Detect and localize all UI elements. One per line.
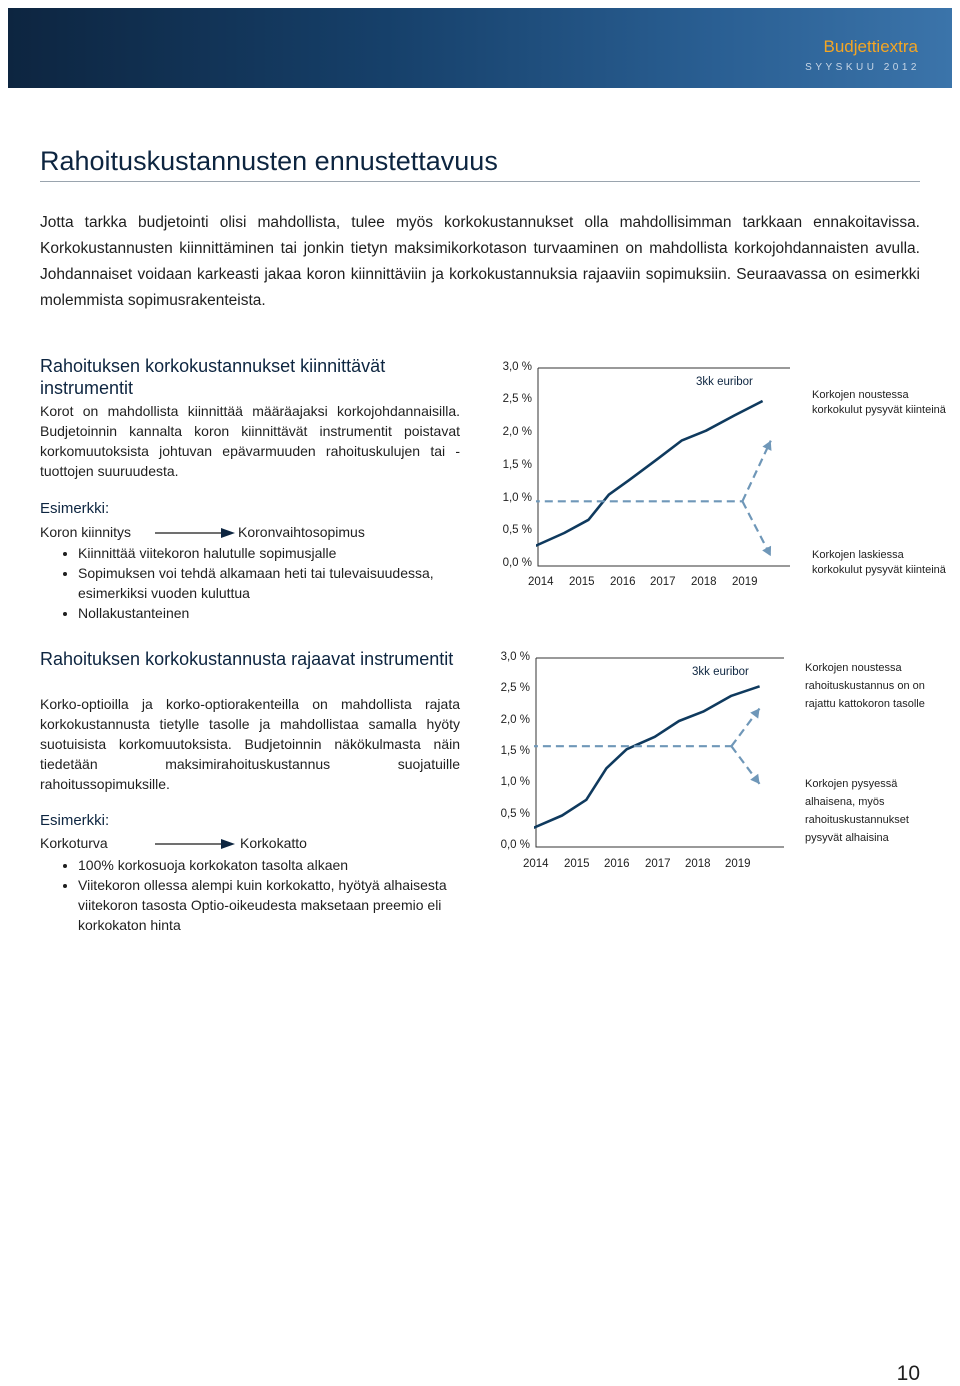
section2-to: Korkokatto bbox=[240, 835, 307, 851]
list-item: • Sopimuksen voi tehdä alkamaan heti tai tulevaisuudessa, esimerkiksi vuoden kuluttua bbox=[78, 563, 460, 603]
arrow-right-icon bbox=[155, 526, 235, 540]
chart1-annotation-down: Korkojen laskiessa korkokulut pysyvät kiinteinä bbox=[812, 549, 946, 576]
page-title: Rahoituskustannusten ennustettavuus bbox=[40, 146, 498, 176]
header-banner bbox=[8, 8, 952, 88]
x-tick-label: 2019 bbox=[732, 576, 758, 588]
section1-heading: Rahoituksen korkokustannukset kiinnittävät instrumentit bbox=[40, 356, 386, 398]
y-tick-label: 1,5 % bbox=[502, 459, 532, 471]
x-tick-label: 2014 bbox=[523, 858, 549, 870]
chart2-annotation-low: Korkojen pysyessä alhaisena, myös rahoituskustannukset pysyvät alhaisina bbox=[805, 778, 909, 844]
y-tick-label: 3,0 % bbox=[500, 651, 530, 663]
y-tick-label: 0,0 % bbox=[502, 557, 532, 569]
series-line-3 bbox=[742, 501, 770, 556]
x-tick-label: 2015 bbox=[569, 576, 595, 588]
x-tick-label: 2016 bbox=[604, 858, 630, 870]
intro-paragraph: Jotta tarkka budjetointi olisi mahdollista, tulee myös korkokustannukset olla mahdollisimman tarkkaan ennakoitavissa. Korkokustannusten kiinnittäminen tai jonkin tietyn maksimikorkotason turvaaminen on mahdollista korkojohdannaisten avulla. Johdannaiset voidaan karkeasti jakaa koron kiinnittäviin ja korkokustannuksia rajaaviin sopimuksiin. Seuraavassa on esimerkki molemmista sopimusrakenteista. bbox=[40, 214, 920, 309]
x-tick-label: 2019 bbox=[725, 858, 751, 870]
section2-body: Korko-optioilla ja korko-optiorakenteilla on mahdollista rajata korkokustannusta tietylle tasolle ja mahdollistaa samalla hyöty suotuisista korkomuutoksista. Budjetoinnin näkökulmasta näin tiedetään maksimirahoituskustannus suojatuille rahoitussopimuksille. bbox=[40, 696, 460, 792]
section1-to: Koronvaihtosopimus bbox=[238, 524, 365, 540]
x-tick-label: 2017 bbox=[645, 858, 671, 870]
y-tick-label: 1,0 % bbox=[502, 492, 532, 504]
x-tick-label: 2016 bbox=[610, 576, 636, 588]
section2-bullet-list bbox=[40, 855, 460, 935]
y-tick-label: 1,5 % bbox=[500, 745, 530, 757]
y-tick-label: 2,5 % bbox=[500, 682, 530, 694]
list-item: • 100% korkosuoja korkokaton tasolta alkaen bbox=[78, 855, 460, 875]
section2-heading: Rahoituksen korkokustannusta rajaavat instrumentit bbox=[40, 649, 454, 669]
title-divider bbox=[40, 181, 920, 182]
section1-bullet-list bbox=[40, 543, 460, 623]
x-tick-label: 2018 bbox=[691, 576, 717, 588]
arrow-right-icon bbox=[155, 837, 235, 851]
x-tick-label: 2017 bbox=[650, 576, 676, 588]
y-tick-label: 2,0 % bbox=[500, 714, 530, 726]
y-tick-label: 0,0 % bbox=[500, 839, 530, 851]
y-tick-label: 2,5 % bbox=[502, 393, 532, 405]
chart2-annotation-up: Korkojen noustessa rahoituskustannus on on rajattu kattokoron tasolle bbox=[805, 662, 925, 710]
series-label: 3kk euribor bbox=[692, 666, 749, 678]
series-line-2 bbox=[742, 441, 770, 502]
y-tick-label: 0,5 % bbox=[500, 808, 530, 820]
y-tick-label: 3,0 % bbox=[502, 361, 532, 373]
section1-body: Korot on mahdollista kiinnittää määräajaksi korkojohdannaisilla. Budjetoinnin kannalta koron kiinnittävät instrumentit poistavat korkomuutoksista johtuvan epävarmuuden rahoituskulujen tai -tuottojen suuruudesta. bbox=[40, 403, 460, 479]
chart-axes bbox=[538, 368, 790, 566]
series-line-0 bbox=[534, 686, 760, 829]
arrowhead-icon bbox=[750, 708, 759, 718]
arrowhead-icon bbox=[750, 774, 759, 784]
list-item: • Viitekoron ollessa alempi kuin korkokatto, hyötyä alhaisesta viitekoron tasosta Optio-oikeudesta maksetaan preemio eli korkokaton hinta bbox=[78, 875, 460, 935]
y-tick-label: 1,0 % bbox=[500, 776, 530, 788]
chart-rate-cap bbox=[534, 650, 798, 867]
x-tick-label: 2014 bbox=[528, 576, 554, 588]
brand-label: Budjettiextra bbox=[823, 37, 918, 56]
y-tick-label: 0,5 % bbox=[502, 524, 532, 536]
issue-date: SYYSKUU 2012 bbox=[805, 62, 920, 73]
page-number: 10 bbox=[896, 1362, 920, 1385]
series-line-0 bbox=[536, 401, 763, 548]
chart-fixed-rate bbox=[536, 360, 800, 585]
list-item: • Nollakustanteinen bbox=[78, 603, 460, 623]
chart-axes bbox=[536, 658, 784, 847]
x-tick-label: 2018 bbox=[685, 858, 711, 870]
x-tick-label: 2015 bbox=[564, 858, 590, 870]
section1-from: Koron kiinnitys bbox=[40, 524, 132, 540]
list-item: • Kiinnittää viitekoron halutulle sopimusjalle bbox=[78, 543, 460, 563]
y-tick-label: 2,0 % bbox=[502, 426, 532, 438]
section1-example-label: Esimerkki: bbox=[40, 500, 110, 517]
chart1-annotation-up: Korkojen noustessa korkokulut pysyvät kiinteinä bbox=[812, 389, 946, 416]
section2-example-label: Esimerkki: bbox=[40, 812, 110, 829]
series-label: 3kk euribor bbox=[696, 376, 753, 388]
section2-from: Korkoturva bbox=[40, 835, 108, 851]
